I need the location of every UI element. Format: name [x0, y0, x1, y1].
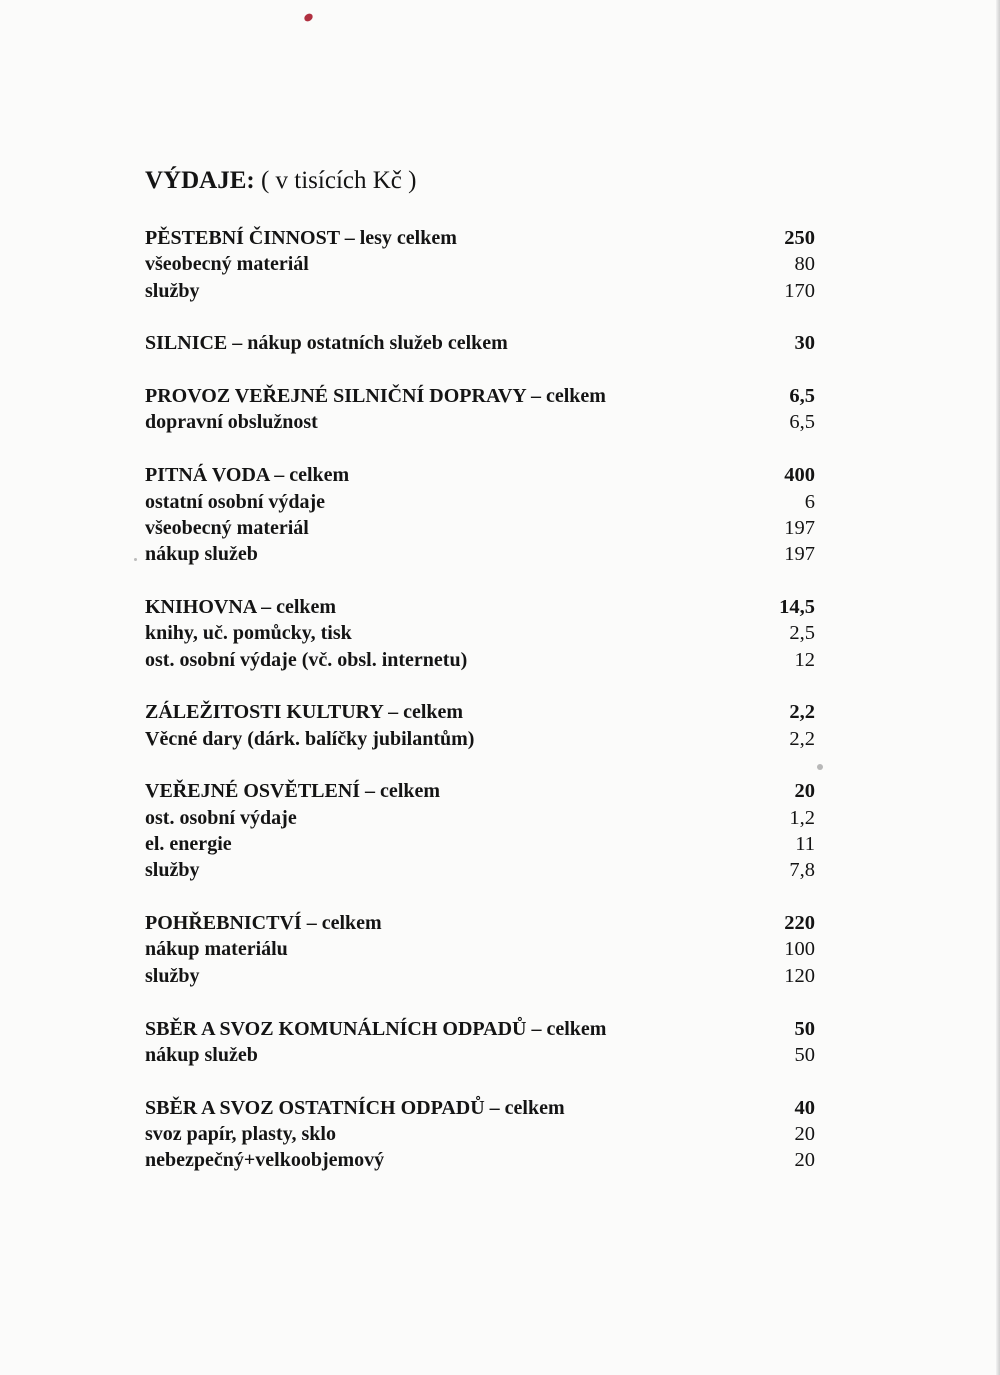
section-title-row	[145, 910, 835, 936]
item-label: nákup služeb	[145, 1043, 258, 1066]
expense-item-row	[145, 857, 835, 883]
expense-sections	[145, 225, 835, 1174]
item-value: 100	[784, 938, 815, 961]
section-title: KNIHOVNA – celkem	[145, 595, 337, 618]
section-title-row	[145, 594, 835, 620]
item-label: ostatní osobní výdaje	[145, 490, 326, 513]
section-title: PITNÁ VODA – celkem	[145, 464, 350, 487]
section-total: 40	[794, 1096, 815, 1119]
section-total: 2,2	[789, 701, 815, 724]
item-value: 11	[795, 833, 815, 856]
section-gap	[145, 436, 835, 463]
section-total: 400	[784, 464, 815, 487]
expense-item-row	[145, 726, 835, 752]
expense-item-row	[145, 278, 835, 304]
section-gap	[145, 567, 835, 594]
section-total: 50	[794, 1017, 815, 1040]
expense-section	[145, 1095, 835, 1174]
section-total: 20	[794, 780, 815, 803]
section-title: ZÁLEŽITOSTI KULTURY – celkem	[145, 701, 464, 724]
section-gap	[145, 357, 835, 384]
section-title: PROVOZ VEŘEJNÉ SILNIČNÍ DOPRAVY – celkem	[145, 385, 606, 408]
section-total: 30	[794, 332, 815, 355]
expense-item-row	[145, 805, 835, 831]
section-title-row	[145, 699, 835, 725]
expense-item-row	[145, 1042, 835, 1068]
item-value: 2,5	[789, 622, 815, 645]
expense-section	[145, 910, 835, 989]
ink-speck	[817, 764, 823, 770]
item-value: 12	[794, 648, 815, 671]
item-value: 6,5	[789, 411, 815, 434]
section-gap	[145, 989, 835, 1016]
section-gap	[145, 884, 835, 911]
expense-item-row	[145, 936, 835, 962]
section-title: SBĚR A SVOZ KOMUNÁLNÍCH ODPADŮ – celkem	[145, 1017, 607, 1040]
expense-item-row	[145, 541, 835, 567]
page-edge-shadow	[996, 0, 1000, 1375]
section-title-row	[145, 225, 835, 251]
expense-item-row	[145, 251, 835, 277]
section-title: VEŘEJNÉ OSVĚTLENÍ – celkem	[145, 780, 441, 803]
page-heading	[145, 166, 416, 196]
item-value: 170	[784, 279, 815, 302]
item-value: 197	[784, 516, 815, 539]
expense-section	[145, 699, 835, 752]
item-label: nákup služeb	[145, 543, 258, 566]
section-total: 6,5	[789, 385, 815, 408]
section-gap	[145, 752, 835, 779]
item-value: 7,8	[789, 859, 815, 882]
item-label: služby	[145, 859, 200, 882]
expense-section	[145, 462, 835, 567]
expense-item-row	[145, 1147, 835, 1173]
section-title: SILNICE – nákup ostatních služeb celkem	[145, 332, 508, 355]
section-title-row	[145, 778, 835, 804]
item-label: všeobecný materiál	[145, 516, 309, 539]
ink-speck	[134, 558, 137, 561]
item-label: dopravní obslužnost	[145, 411, 318, 434]
item-value: 80	[794, 253, 815, 276]
section-title-row	[145, 330, 835, 356]
item-value: 6	[804, 490, 815, 513]
expense-section	[145, 225, 835, 304]
heading-unit: ( v tisících Kč )	[254, 167, 417, 194]
section-title-row	[145, 1095, 835, 1121]
item-label: nebezpečný+velkoobjemový	[145, 1149, 385, 1172]
expense-item-row	[145, 831, 835, 857]
section-title-row	[145, 383, 835, 409]
item-value: 2,2	[789, 727, 815, 750]
expense-item-row	[145, 489, 835, 515]
section-gap	[145, 1068, 835, 1095]
item-value: 20	[794, 1122, 815, 1145]
item-value: 50	[794, 1043, 815, 1066]
section-total: 250	[784, 227, 815, 249]
section-gap	[145, 673, 835, 700]
heading-label: VÝDAJE:	[145, 167, 255, 194]
item-value: 20	[794, 1149, 815, 1172]
expense-section	[145, 1016, 835, 1069]
item-value: 1,2	[789, 806, 815, 829]
expense-item-row	[145, 1121, 835, 1147]
section-total: 220	[784, 912, 815, 935]
expense-item-row	[145, 963, 835, 989]
section-title-row	[145, 1016, 835, 1042]
item-label: Věcné dary (dárk. balíčky jubilantům)	[145, 727, 475, 750]
section-gap	[145, 304, 835, 331]
item-label: knihy, uč. pomůcky, tisk	[145, 622, 352, 645]
expense-item-row	[145, 409, 835, 435]
section-total: 14,5	[779, 595, 815, 618]
item-label: ost. osobní výdaje	[145, 806, 297, 829]
expense-section	[145, 383, 835, 436]
item-value: 197	[784, 543, 815, 566]
item-label: svoz papír, plasty, sklo	[145, 1122, 336, 1145]
section-title-row	[145, 462, 835, 488]
item-label: el. energie	[145, 833, 232, 856]
section-title: SBĚR A SVOZ OSTATNÍCH ODPADŮ – celkem	[145, 1096, 565, 1119]
item-label: služby	[145, 964, 200, 987]
section-title: PĚSTEBNÍ ČINNOST – lesy celkem	[145, 227, 457, 249]
ink-speck	[303, 12, 314, 23]
item-label: všeobecný materiál	[145, 253, 309, 276]
expense-item-row	[145, 620, 835, 646]
expense-section	[145, 330, 835, 356]
expense-item-row	[145, 515, 835, 541]
item-label: ost. osobní výdaje (vč. obsl. internetu)	[145, 648, 468, 671]
expense-section	[145, 594, 835, 673]
expense-section	[145, 778, 835, 883]
item-label: nákup materiálu	[145, 938, 288, 961]
section-title: POHŘEBNICTVÍ – celkem	[145, 912, 382, 935]
expense-item-row	[145, 647, 835, 673]
item-label: služby	[145, 279, 200, 302]
item-value: 120	[784, 964, 815, 987]
